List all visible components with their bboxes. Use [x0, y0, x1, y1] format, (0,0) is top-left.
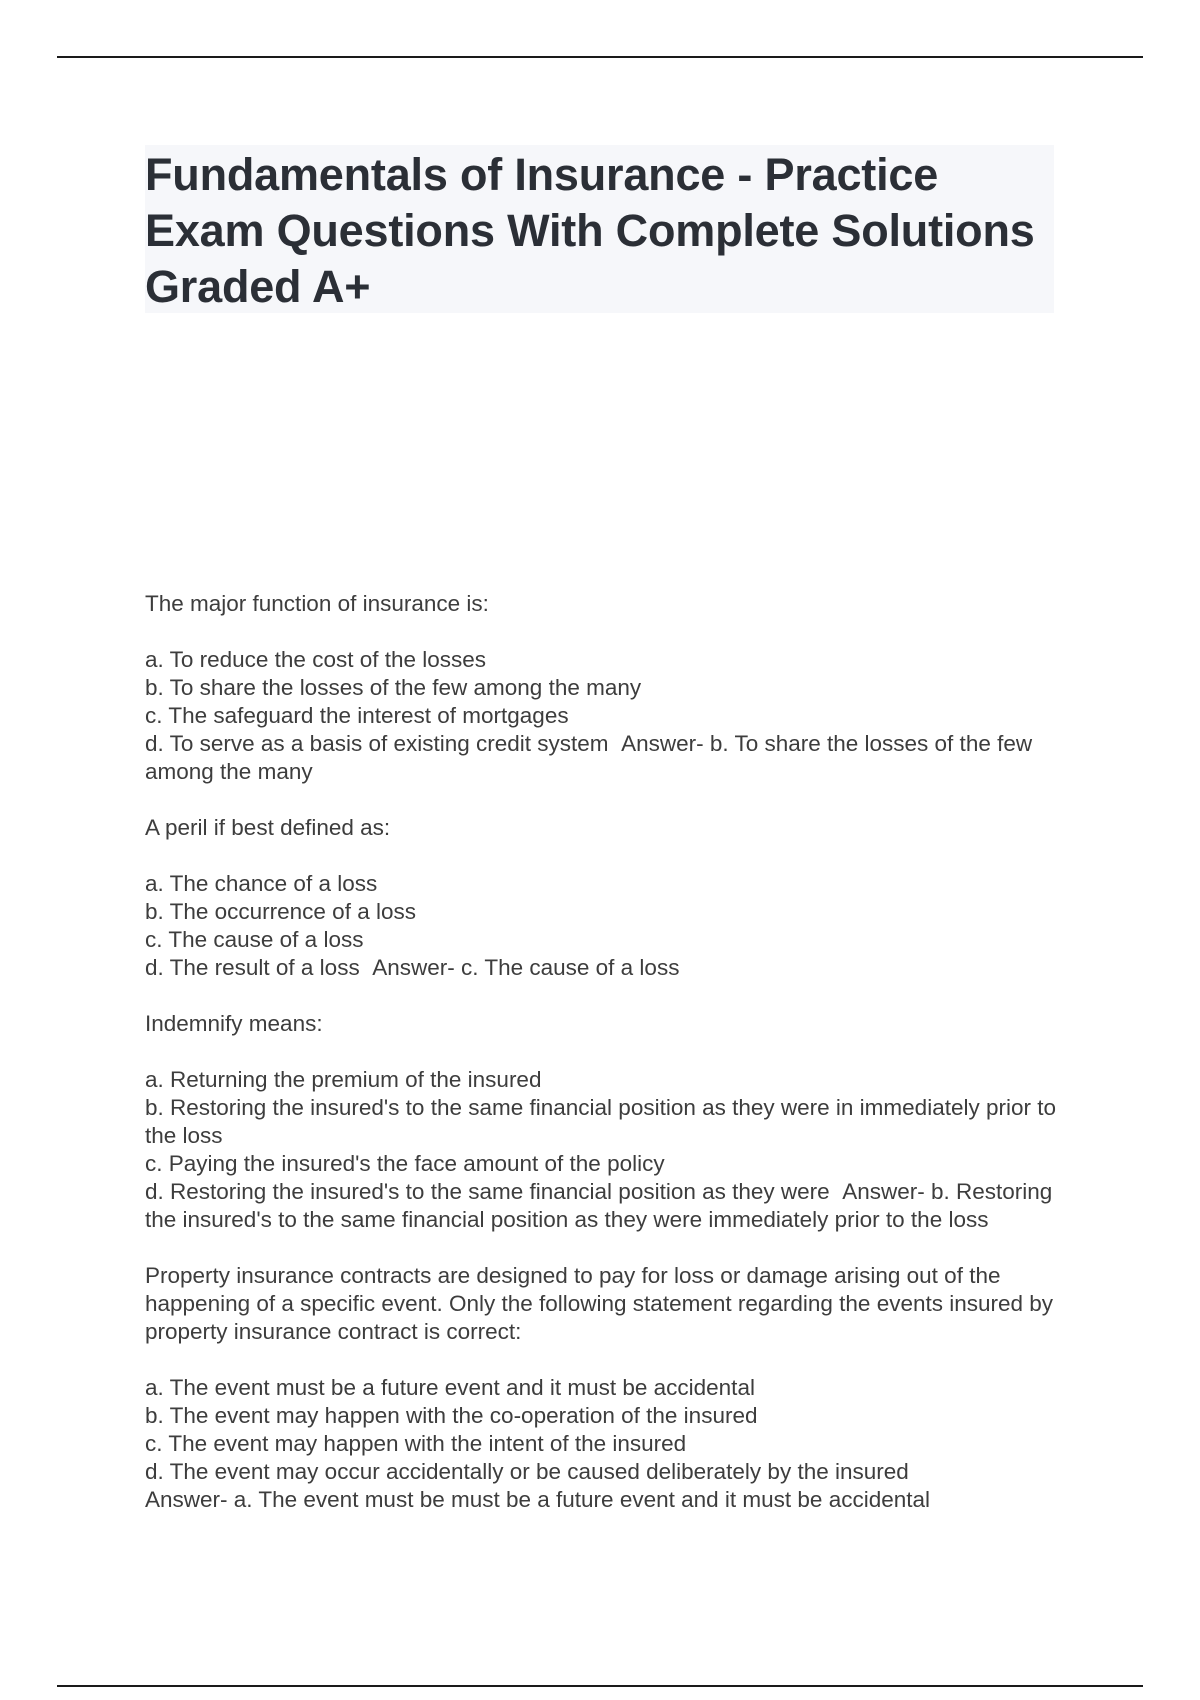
- option-d-with-answer: [145, 954, 1065, 982]
- option-c: c. The cause of a loss: [145, 927, 364, 952]
- option-d: d. The event may occur accidentally or be caused deliberately by the insured: [145, 1459, 909, 1484]
- answer-text: Answer- b. To share the losses of the few among the many: [145, 731, 1033, 784]
- option-b: b. To share the losses of the few among the many: [145, 675, 642, 700]
- answer-text: Answer- c. The cause of a loss: [372, 955, 680, 980]
- top-rule: [57, 56, 1143, 58]
- option-a: a. The chance of a loss: [145, 871, 378, 896]
- answer-text: Answer- a. The event must be must be a future event and it must be accidental: [145, 1487, 931, 1512]
- option-d: d. Restoring the insured's to the same financial position as they were: [145, 1179, 830, 1204]
- option-b: b. The event may happen with the co-operation of the insured: [145, 1403, 758, 1428]
- option-d-with-answer: [145, 1178, 1065, 1234]
- question-list: [145, 590, 1065, 1542]
- option-b: b. The occurrence of a loss: [145, 899, 416, 924]
- option-d: d. The result of a loss: [145, 955, 360, 980]
- question-item: [145, 590, 1065, 786]
- title-block: [145, 145, 1054, 313]
- option-b: b. Restoring the insured's to the same financial position as they were in immediately prior to the loss: [145, 1095, 1056, 1148]
- option-c: c. The event may happen with the intent of the insured: [145, 1431, 687, 1456]
- question-item: [145, 1262, 1065, 1514]
- option-c: c. The safeguard the interest of mortgages: [145, 703, 569, 728]
- option-a: a. To reduce the cost of the losses: [145, 647, 487, 672]
- bottom-rule: [57, 1685, 1143, 1687]
- question-item: [145, 814, 1065, 982]
- question-text: The major function of insurance is:: [145, 591, 489, 616]
- question-text: Property insurance contracts are designed to pay for loss or damage arising out of the happening of a specific event. Only the following statement regarding the events insured by property insurance contract is correct:: [145, 1263, 1054, 1344]
- question-text: A peril if best defined as:: [145, 815, 391, 840]
- question-text: Indemnify means:: [145, 1011, 323, 1036]
- option-a: a. The event must be a future event and it must be accidental: [145, 1375, 755, 1400]
- document-title: Fundamentals of Insurance - Practice Exam Questions With Complete Solutions Graded A+: [145, 149, 1035, 312]
- option-d-with-answer: [145, 730, 1065, 786]
- question-item: [145, 1010, 1065, 1234]
- answer-text: Answer- b. Restoring the insured's to the same financial position as they were immediately prior to the loss: [145, 1179, 1053, 1232]
- option-a: a. Returning the premium of the insured: [145, 1067, 542, 1092]
- option-c: c. Paying the insured's the face amount of the policy: [145, 1151, 665, 1176]
- option-d: d. To serve as a basis of existing credit system: [145, 731, 609, 756]
